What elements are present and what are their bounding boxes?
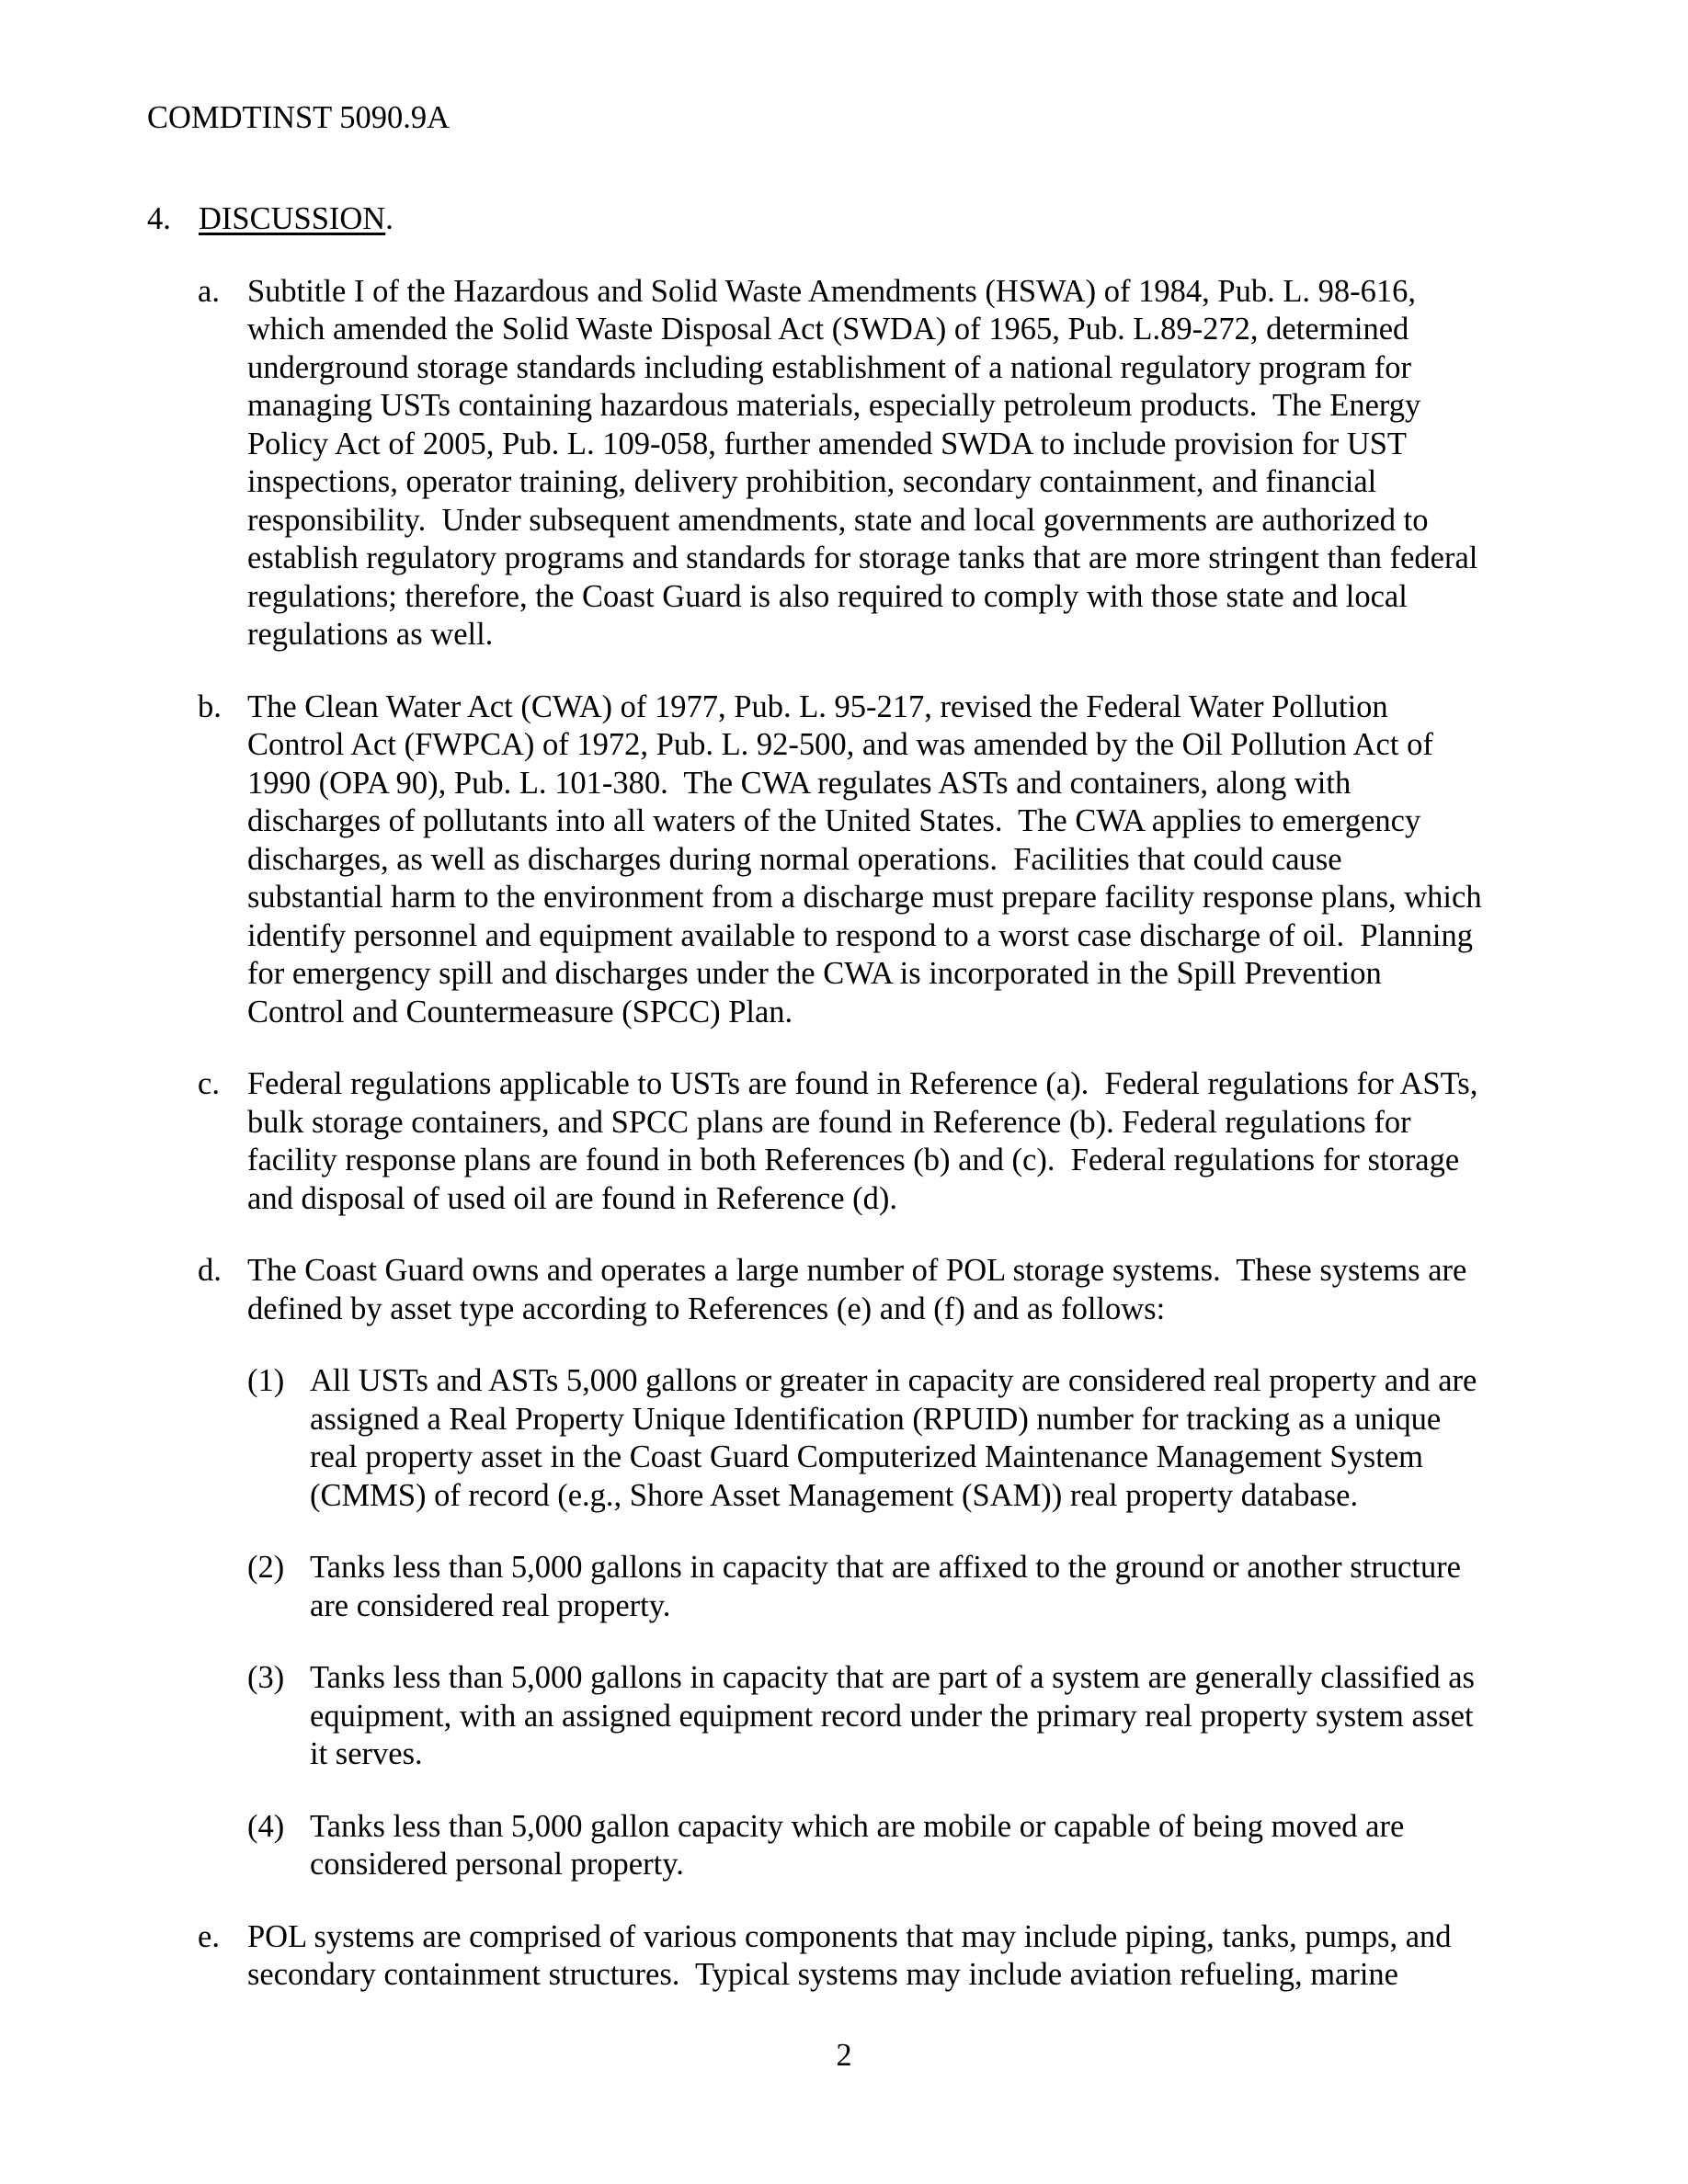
text-line: underground storage standards including establishment of a national regulatory program for: [247, 349, 1411, 385]
text-line: The Coast Guard owns and operates a large number of POL storage systems. These systems are: [247, 1253, 1467, 1288]
text-line: real property asset in the Coast Guard Computerized Maintenance Management System: [310, 1439, 1423, 1474]
text-line: (CMMS) of record (e.g., Shore Asset Management (SAM)) real property database.: [310, 1477, 1359, 1513]
paragraph-label: a.: [198, 273, 220, 309]
paragraph-body: [247, 1065, 1545, 1218]
subparagraph-label: (4): [247, 1808, 285, 1844]
subparagraph-label: (3): [247, 1660, 285, 1695]
subparagraph-4: [247, 1808, 1545, 1884]
section-title-text: DISCUSSION: [199, 201, 386, 236]
paragraph-body: [247, 1918, 1545, 1995]
section-heading: [147, 200, 1545, 239]
text-line: substantial harm to the environment from a discharge must prepare facility response plans, which: [247, 880, 1482, 915]
paragraph-body: [247, 273, 1545, 654]
text-line: managing USTs containing hazardous materials, especially petroleum products. The Energy: [247, 388, 1421, 423]
subparagraph-body: [310, 1549, 1545, 1625]
text-line: bulk storage containers, and SPCC plans are found in Reference (b). Federal regulations for: [247, 1104, 1411, 1140]
text-line: Control Act (FWPCA) of 1972, Pub. L. 92-500, and was amended by the Oil Pollution Act of: [247, 727, 1433, 762]
text-line: equipment, with an assigned equipment record under the primary real property system asset: [310, 1698, 1474, 1734]
subparagraph-2: [247, 1549, 1545, 1625]
text-line: All USTs and ASTs 5,000 gallons or greater in capacity are considered real property and are: [310, 1363, 1477, 1398]
text-line: facility response plans are found in both References (b) and (c). Federal regulations for storage: [247, 1143, 1460, 1177]
section-items: [147, 273, 1545, 1995]
page-number: 2: [836, 2038, 852, 2073]
paragraph-label: e.: [198, 1918, 220, 1954]
text-line: Federal regulations applicable to USTs are found in Reference (a). Federal regulations for ASTs,: [247, 1066, 1478, 1101]
text-line: inspections, operator training, delivery prohibition, secondary containment, and financial: [247, 464, 1377, 499]
text-line: regulations as well.: [247, 617, 494, 652]
text-line: for emergency spill and discharges under the CWA is incorporated in the Spill Prevention: [247, 956, 1382, 991]
paragraph-e: [147, 1918, 1545, 1995]
text-line: Tanks less than 5,000 gallons in capacity that are part of a system are generally classified as: [310, 1660, 1475, 1695]
text-line: Tanks less than 5,000 gallon capacity which are mobile or capable of being moved are: [310, 1808, 1405, 1844]
section-discussion: [147, 200, 1545, 2029]
text-line: Control and Countermeasure (SPCC) Plan.: [247, 994, 793, 1029]
text-line: assigned a Real Property Unique Identification (RPUID) number for tracking as a unique: [310, 1401, 1442, 1437]
subparagraph-3: [247, 1659, 1545, 1774]
text-line: considered personal property.: [310, 1847, 684, 1882]
text-line: The Clean Water Act (CWA) of 1977, Pub. L. 95-217, revised the Federal Water Pollution: [247, 688, 1388, 724]
paragraph-body: [247, 1252, 1545, 1884]
text-line: Policy Act of 2005, Pub. L. 109-058, further amended SWDA to include provision for UST: [247, 426, 1408, 461]
subparagraph-body: [310, 1362, 1545, 1515]
text-line: discharges of pollutants into all waters of the United States. The CWA applies to emergency: [247, 803, 1421, 838]
paragraph-c: [147, 1065, 1545, 1218]
text-line: discharges, as well as discharges during normal operations. Facilities that could cause: [247, 841, 1342, 877]
text-line: identify personnel and equipment available to respond to a worst case discharge of oil. Planning: [247, 917, 1474, 953]
paragraph-label: d.: [198, 1253, 222, 1288]
text-line: and disposal of used oil are found in Reference (d).: [247, 1180, 898, 1216]
text-line: regulations; therefore, the Coast Guard is also required to comply with those state and local: [247, 578, 1408, 614]
section-number: 4.: [147, 201, 171, 236]
paragraph-label: c.: [198, 1066, 220, 1101]
paragraph-a: [147, 273, 1545, 654]
text-line: are considered real property.: [310, 1587, 671, 1623]
text-line: Tanks less than 5,000 gallons in capacity that are affixed to the ground or another structure: [310, 1550, 1461, 1585]
paragraph-label: b.: [198, 688, 222, 724]
text-line: secondary containment structures. Typical systems may include aviation refueling, marine: [247, 1957, 1398, 1992]
subparagraph-list: [247, 1362, 1545, 1884]
text-line: defined by asset type according to References (e) and (f) and as follows:: [247, 1291, 1166, 1326]
text-line: Subtitle I of the Hazardous and Solid Waste Amendments (HSWA) of 1984, Pub. L. 98-616,: [247, 273, 1417, 309]
subparagraph-label: (1): [247, 1363, 285, 1398]
subparagraph-body: [310, 1808, 1545, 1884]
section-title: [199, 200, 393, 239]
text-line: establish regulatory programs and standards for storage tanks that are more stringent than federal: [247, 540, 1478, 575]
paragraph-body: [247, 688, 1545, 1032]
paragraph-d: [147, 1252, 1545, 1884]
paragraph-b: [147, 688, 1545, 1032]
subparagraph-label: (2): [247, 1550, 285, 1585]
text-line: it serves.: [310, 1736, 423, 1771]
subparagraph-1: [247, 1362, 1545, 1515]
text-line: 1990 (OPA 90), Pub. L. 101-380. The CWA regulates ASTs and containers, along with: [247, 765, 1352, 801]
text-line: which amended the Solid Waste Disposal Act (SWDA) of 1965, Pub. L.89-272, determined: [247, 312, 1409, 347]
section-title-suffix: .: [385, 201, 393, 236]
subparagraph-body: [310, 1659, 1545, 1774]
document-header: COMDTINST 5090.9A: [147, 100, 451, 135]
text-line: POL systems are comprised of various components that may include piping, tanks, pumps, and: [247, 1918, 1452, 1954]
text-line: responsibility. Under subsequent amendments, state and local governments are authorized to: [247, 502, 1429, 538]
